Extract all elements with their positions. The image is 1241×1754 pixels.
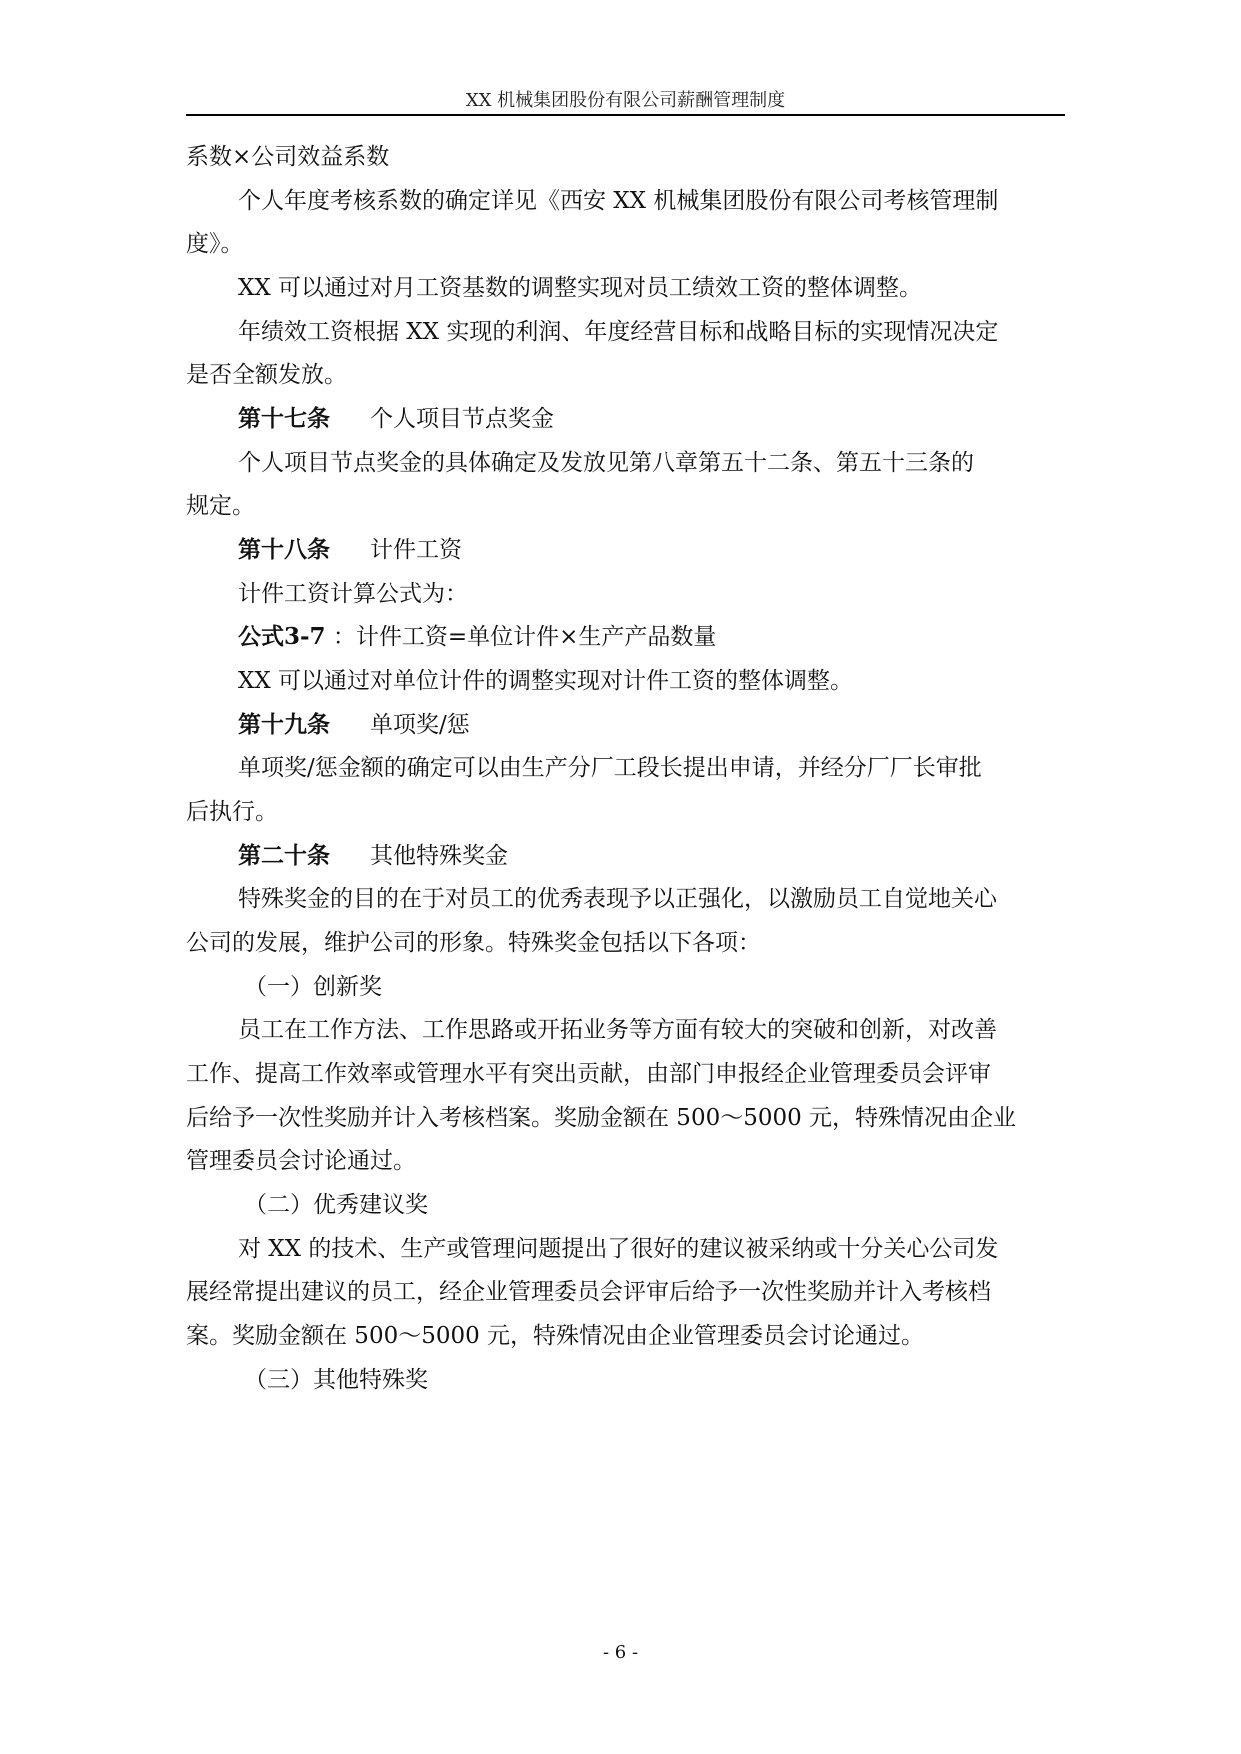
formula-label: 公式3-7 (238, 623, 326, 650)
text-line: 公司的发展，维护公司的形象。特殊奖金包括以下各项： (186, 930, 761, 956)
text-line: XX 可以通过对月工资基数的调整实现对员工绩效工资的整体调整。 (238, 275, 923, 301)
page-header: XX 机械集团股份有限公司薪酬管理制度 (465, 90, 786, 111)
article-number: 第十七条 (238, 405, 330, 432)
text-line: 单项奖/惩金额的确定可以由生产分厂工段长提出申请，并经分厂厂长审批 (238, 755, 982, 781)
text-line: 工作、提高工作效率或管理水平有突出贡献，由部门申报经企业管理委员会评审 (186, 1061, 991, 1087)
formula-text: ：计件工资=单位计件×生产产品数量 (325, 624, 717, 650)
text-line: 后执行。 (186, 799, 278, 825)
article-heading-19 (238, 710, 1117, 740)
text-line: 个人年度考核系数的确定详见《西安 XX 机械集团股份有限公司考核管理制 (238, 188, 999, 214)
article-title: 其他特殊奖金 (370, 843, 508, 869)
text-line: 展经常提出建议的员工，经企业管理委员会评审后给予一次性奖励并计入考核档 (186, 1279, 991, 1305)
text-line: 后给予一次性奖励并计入考核档案。奖励金额在 500～5000 元，特殊情况由企业 (186, 1105, 1017, 1131)
page-number: - 6 - (602, 1642, 639, 1663)
article-number: 第十九条 (238, 711, 330, 738)
text-line: 计件工资计算公式为： (238, 581, 468, 607)
article-heading-17 (238, 404, 1117, 434)
article-title: 个人项目节点奖金 (370, 406, 554, 432)
text-line: 系数×公司效益系数 (186, 144, 390, 170)
sub-heading: （一）创新奖 (244, 974, 382, 1000)
text-line: 度》。 (186, 231, 244, 257)
article-title: 单项奖/惩 (370, 712, 470, 738)
text-line: XX 可以通过对单位计件的调整实现对计件工资的整体调整。 (238, 668, 854, 694)
text-line: 是否全额发放。 (186, 362, 347, 388)
article-title: 计件工资 (370, 537, 462, 563)
text-line: 员工在工作方法、工作思路或开拓业务等方面有较大的突破和创新，对改善 (238, 1017, 997, 1043)
text-line: 年绩效工资根据 XX 实现的利润、年度经营目标和战略目标的实现情况决定 (238, 319, 999, 345)
formula-line (238, 622, 1117, 652)
text-line: 管理委员会讨论通过。 (186, 1148, 416, 1174)
text-line: 个人项目节点奖金的具体确定及发放见第八章第五十二条、第五十三条的 (238, 450, 974, 476)
text-line: 对 XX 的技术、生产或管理问题提出了很好的建议被采纳或十分关心公司发 (238, 1236, 999, 1262)
article-number: 第十八条 (238, 536, 330, 563)
sub-heading: （二）优秀建议奖 (244, 1192, 428, 1218)
article-number: 第二十条 (238, 842, 330, 869)
sub-heading: （三）其他特殊奖 (244, 1367, 428, 1393)
article-heading-18 (238, 535, 1117, 565)
text-line: 案。奖励金额在 500～5000 元，特殊情况由企业管理委员会讨论通过。 (186, 1323, 925, 1349)
text-line: 特殊奖金的目的在于对员工的优秀表现予以正强化，以激励员工自觉地关心 (238, 886, 997, 912)
article-heading-20 (238, 841, 1117, 871)
text-line: 规定。 (186, 493, 255, 519)
